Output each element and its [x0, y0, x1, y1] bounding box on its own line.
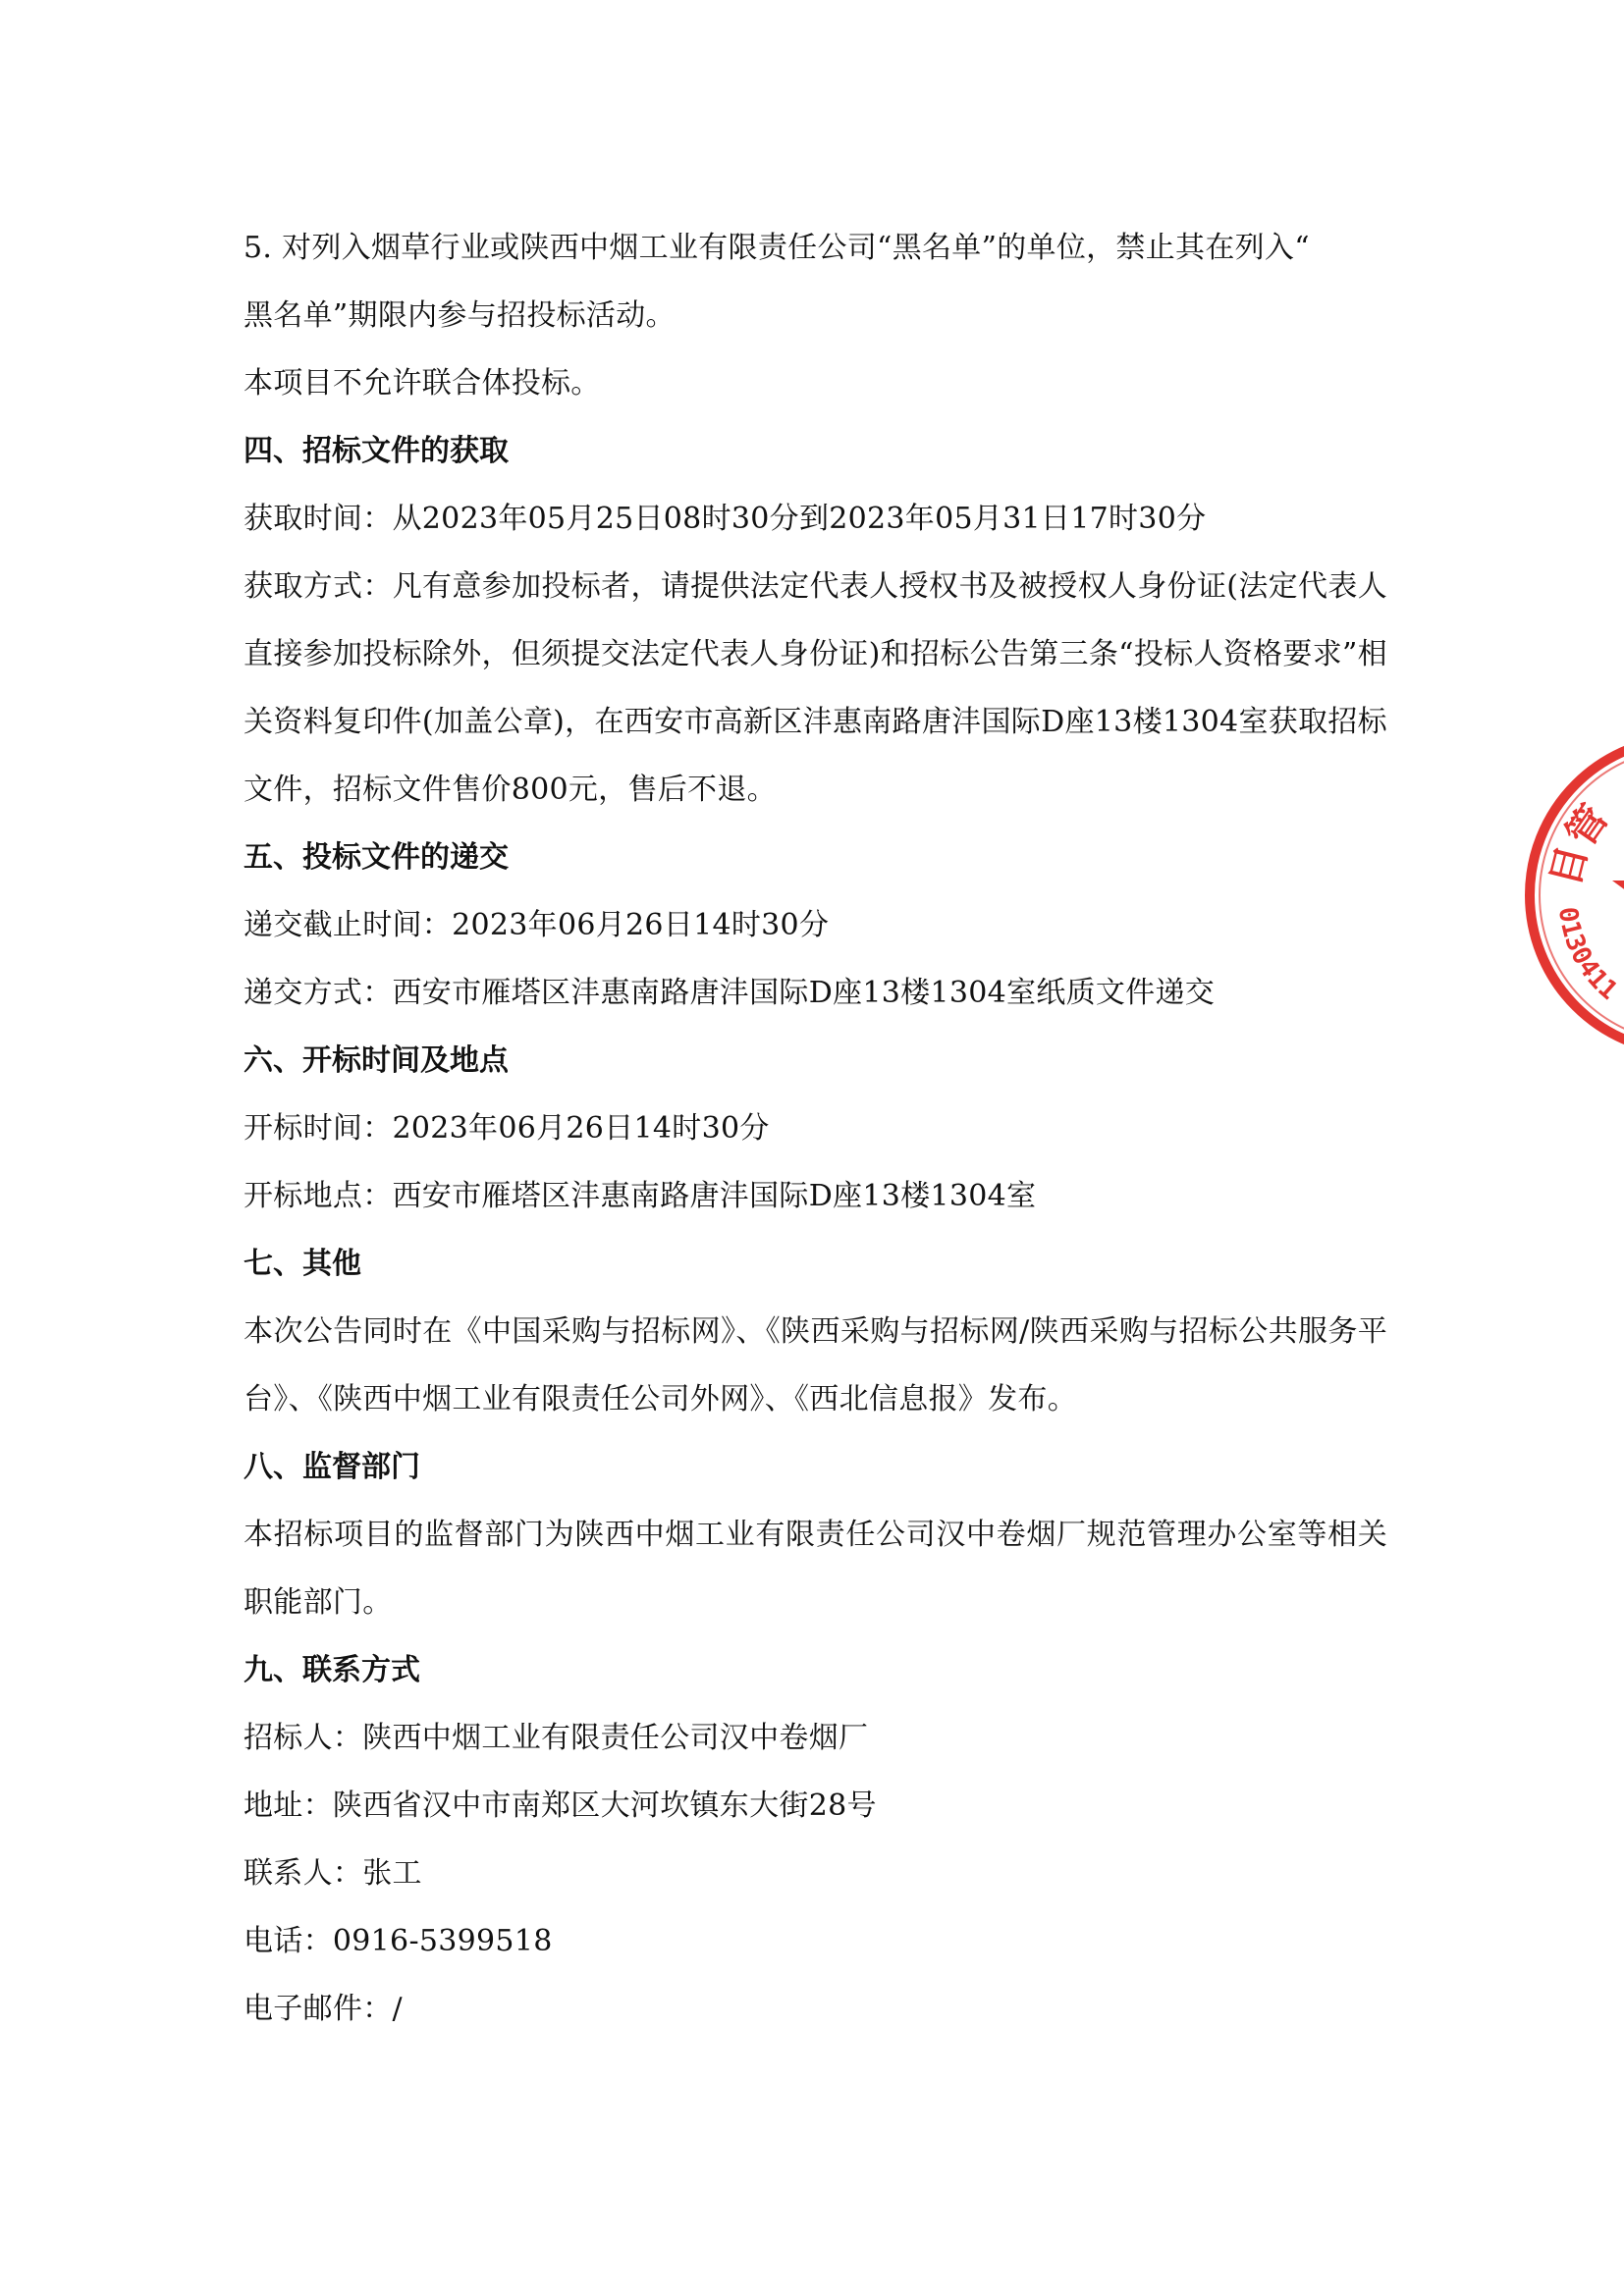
opening-time: 开标时间：2023年06月26日14时30分 — [244, 1111, 770, 1146]
section-heading-bid-submission: 五、投标文件的递交 — [244, 840, 509, 875]
contact-person: 联系人：张工 — [244, 1856, 422, 1891]
seal-top-text: 目管 — [1543, 797, 1618, 891]
contact-phone: 电话：0916-5399518 — [244, 1924, 553, 1958]
supervision-text: 本招标项目的监督部门为陕西中烟工业有限责任公司汉中卷烟厂规范管理办公室等相关职能部门。 — [244, 1518, 1387, 1620]
submission-deadline: 递交截止时间：2023年06月26日14时30分 — [244, 908, 830, 942]
blacklist-clause-line1: 5. 对列入烟草行业或陕西中烟工业有限责任公司“黑名单”的单位，禁止其在列入“ — [244, 231, 1310, 265]
blacklist-clause-line2: 黑名单”期限内参与招投标活动。 — [244, 298, 676, 333]
section-heading-contact: 九、联系方式 — [244, 1653, 420, 1687]
contact-address: 地址：陕西省汉中市南郑区大河坎镇东大街28号 — [244, 1789, 877, 1823]
document-body — [244, 214, 1387, 2043]
obtain-time: 获取时间：从2023年05月25日08时30分到2023年05月31日17时30分 — [244, 502, 1207, 536]
section-heading-other: 七、其他 — [244, 1247, 361, 1281]
section-heading-supervision: 八、监督部门 — [244, 1450, 420, 1484]
publication-note: 本次公告同时在《中国采购与招标网》、《陕西采购与招标网/陕西采购与招标公共服务平台》、《陕西中烟工业有限责任公司外网》、《西北信息报》发布。 — [244, 1314, 1387, 1416]
section-heading-bid-opening: 六、开标时间及地点 — [244, 1043, 509, 1078]
contact-email: 电子邮件：/ — [244, 1992, 403, 2026]
consortium-note: 本项目不允许联合体投标。 — [244, 366, 601, 400]
official-seal-stamp — [1520, 728, 1624, 1062]
contact-tenderer: 招标人：陕西中烟工业有限责任公司汉中卷烟厂 — [244, 1721, 869, 1755]
seal-number-text: 0130411 — [1552, 905, 1623, 1006]
submission-method: 递交方式：西安市雁塔区沣惠南路唐沣国际D座13楼1304室纸质文件递交 — [244, 976, 1216, 1010]
seal-star-icon — [1612, 827, 1624, 967]
opening-place: 开标地点：西安市雁塔区沣惠南路唐沣国际D座13楼1304室 — [244, 1179, 1037, 1213]
obtain-method: 获取方式：凡有意参加投标者，请提供法定代表人授权书及被授权人身份证(法定代表人直接参加投标除外，但须提交法定代表人身份证)和招标公告第三条“投标人资格要求”相关资料复印件(加盖公章)，在西安市高新区沣惠南路唐沣国际D座13楼1304室获取招标文件，招标文件售价800元，售后不退。 — [244, 569, 1387, 807]
section-heading-obtain-documents: 四、招标文件的获取 — [244, 434, 509, 468]
